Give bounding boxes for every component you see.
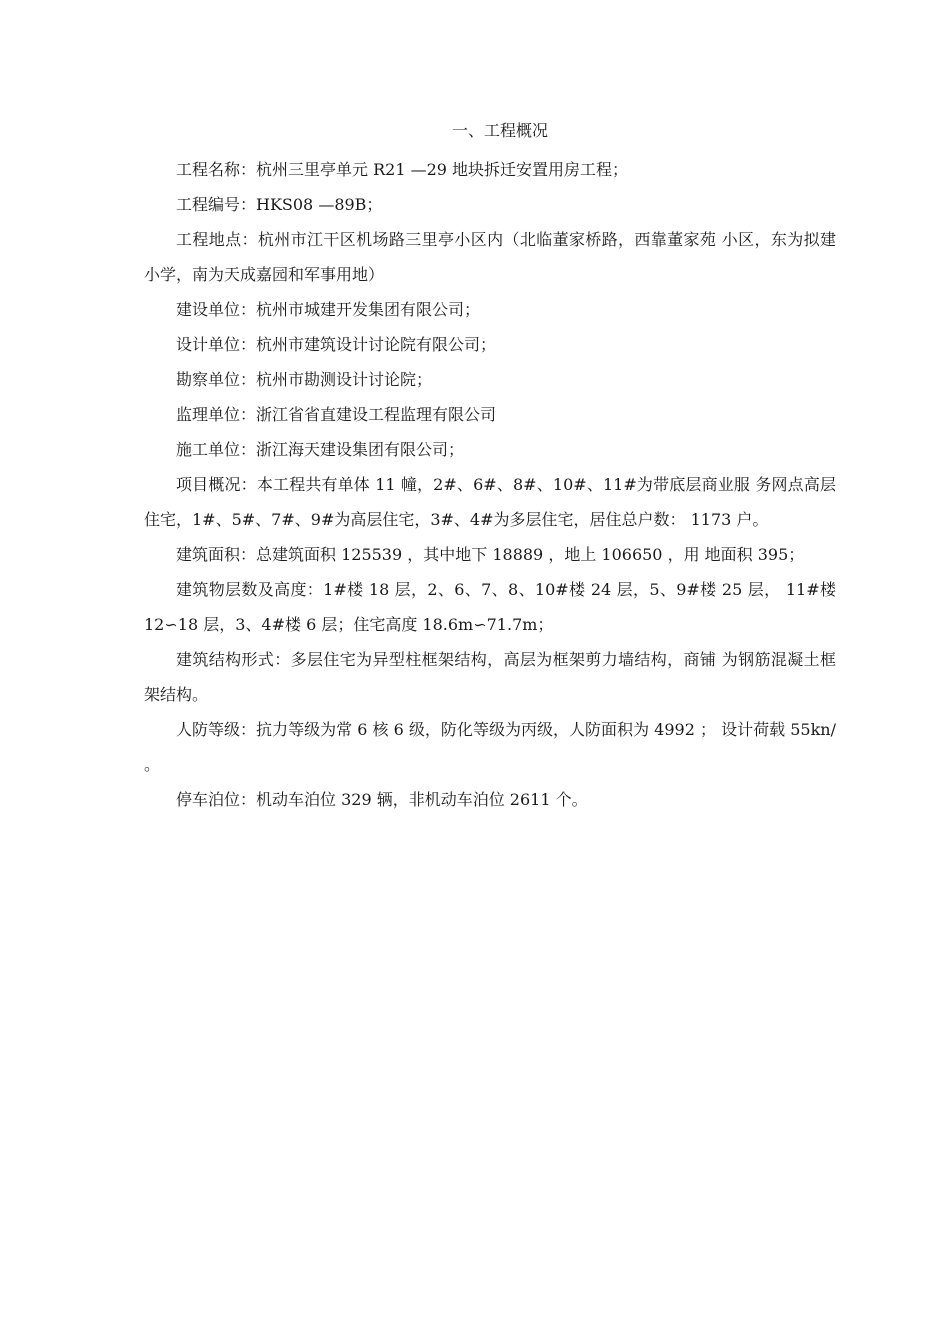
project-number: 工程编号：HKS08 —89B； xyxy=(176,195,383,214)
project-overview: 项目概况：本工程共有单体 11 幢，2#、6#、8#、10#、11#为带底层商业服 务网点高层住宅，1#、5#、7#、9#为高层住宅，3#、4#为多层住宅，居住总户数： 1173 户。 xyxy=(144,475,836,529)
document-body xyxy=(144,118,836,817)
civil-defense-level: 人防等级：抗力等级为常 6 核 6 级，防化等级为丙级，人防面积为 4992 ； 设计荷载 55kn/ 。 xyxy=(144,720,836,774)
structure-type: 建筑结构形式：多层住宅为异型柱框架结构，高层为框架剪力墙结构，商铺 为钢筋混凝土框架结构。 xyxy=(144,650,836,704)
survey-unit: 勘察单位：杭州市勘测设计讨论院； xyxy=(176,370,433,389)
parking-spaces: 停车泊位：机动车泊位 329 辆，非机动车泊位 2611 个。 xyxy=(176,790,588,809)
section-title: 一、工程概况 xyxy=(451,121,548,140)
construction-unit: 建设单位：杭州市城建开发集团有限公司； xyxy=(176,300,481,319)
contractor-unit: 施工单位：浙江海天建设集团有限公司； xyxy=(176,440,465,459)
supervision-unit: 监理单位：浙江省省直建设工程监理有限公司 xyxy=(176,405,497,424)
project-name: 工程名称：杭州三里亭单元 R21 —29 地块拆迁安置用房工程； xyxy=(176,160,629,179)
project-location: 工程地点：杭州市江干区机场路三里亭小区内（北临董家桥路，西靠董家苑 小区，东为拟建小学，南为天成嘉园和军事用地） xyxy=(144,230,836,284)
design-unit: 设计单位：杭州市建筑设计讨论院有限公司； xyxy=(176,335,497,354)
building-area: 建筑面积：总建筑面积 125539 ，其中地下 18889 ，地上 106650 ，用 地面积 395； xyxy=(176,545,805,564)
floors-and-height: 建筑物层数及高度：1#楼 18 层，2、6、7、8、10#楼 24 层，5、9#楼 25 层， 11#楼 12∽18 层，3、4#楼 6 层；住宅高度 18.6m∽71.7m； xyxy=(144,580,836,634)
